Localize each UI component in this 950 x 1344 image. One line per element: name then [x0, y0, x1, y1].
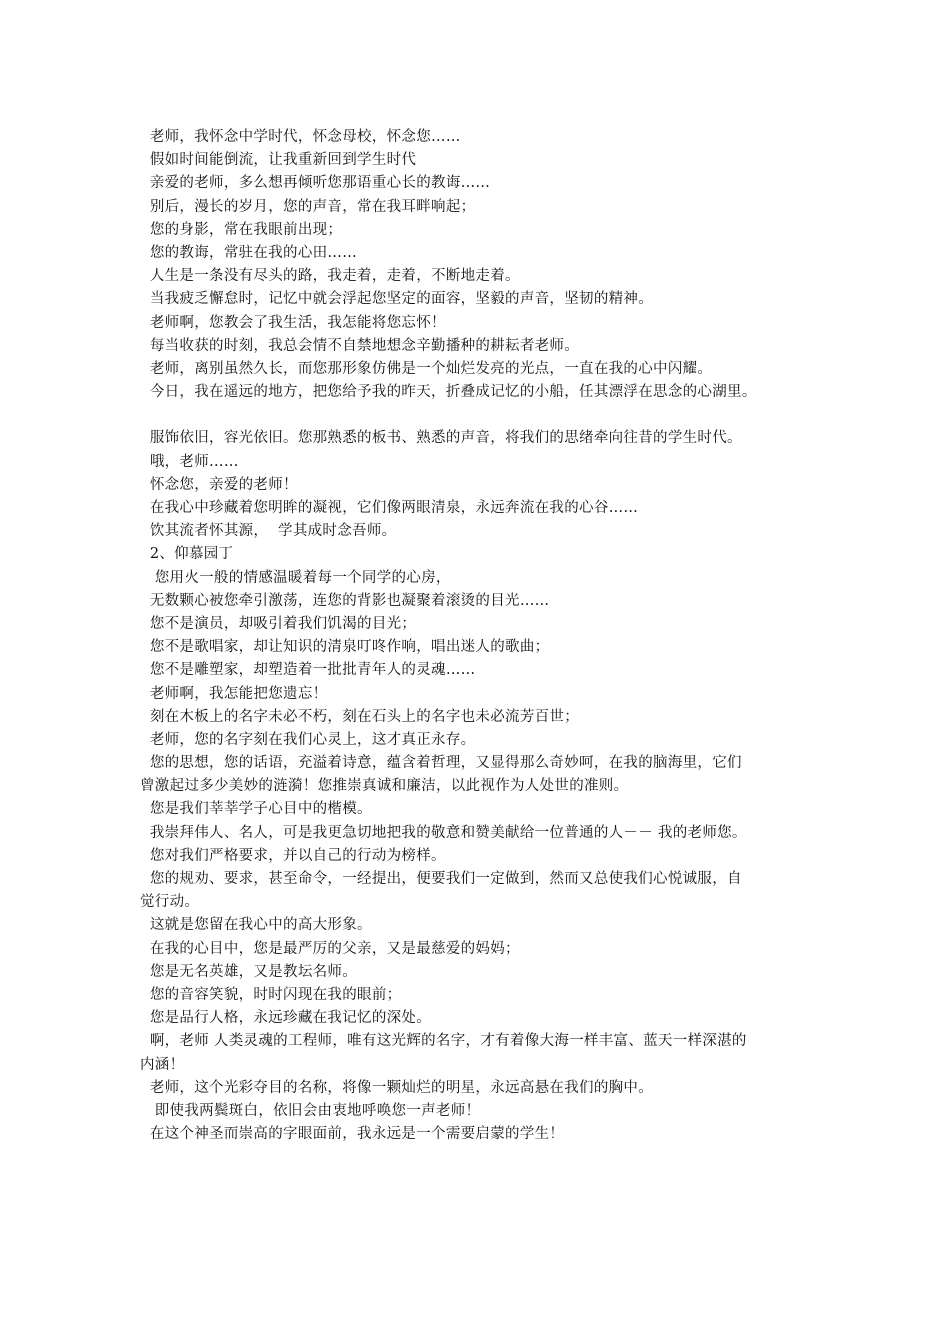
- text-line: 您不是歌唱家，却让知识的清泉叮咚作响，唱出迷人的歌曲；: [140, 639, 550, 656]
- text-line: 每当收获的时刻，我总会情不自禁地想念辛勤播种的耕耘者老师。: [140, 337, 580, 354]
- text-line: 即使我两鬓斑白，依旧会由衷地呼唤您一声老师！: [140, 1102, 481, 1119]
- text-line: 我崇拜伟人、名人，可是我更急切地把我的敬意和赞美献给一位普通的人－－ 我的老师您。: [140, 824, 747, 841]
- text-line: 老师，这个光彩夺目的名称，将像一颗灿烂的明星，永远高悬在我们的胸中。: [140, 1079, 654, 1096]
- text-line: 您的规劝、要求，甚至命令，一经提出，便要我们一定做到，然而又总使我们心悦诚服，自: [140, 871, 742, 887]
- text-line: 您是无名英雄，又是教坛名师。: [140, 963, 358, 980]
- text-line: 您是我们莘莘学子心目中的楷模。: [140, 801, 372, 818]
- text-line: 啊，老师 人类灵魂的工程师，唯有这光辉的名字，才有着像大海一样丰富、蓝天一样深湛的: [140, 1033, 747, 1050]
- text-line: 您对我们严格要求，并以自己的行动为榜样。: [140, 847, 446, 864]
- text-line: 您的思想，您的话语，充溢着诗意，蕴含着哲理，又显得那么奇妙呵，在我的脑海里，它们: [140, 755, 742, 772]
- text-line: 在这个神圣而崇高的字眼面前，我永远是一个需要启蒙的学生！: [140, 1126, 565, 1143]
- text-line: 饮其流者怀其源， 学其成时念吾师。: [140, 523, 397, 540]
- text-line: 觉行动。: [140, 894, 200, 911]
- text-line: 当我疲乏懈怠时，记忆中就会浮起您坚定的面容，坚毅的声音，坚韧的精神。: [140, 291, 654, 308]
- text-line: 老师，我怀念中学时代，怀念母校，怀念您……: [140, 129, 461, 145]
- text-line: 您是品行人格，永远珍藏在我记忆的深处。: [140, 1010, 432, 1027]
- text-line: 刻在木板上的名字未必不朽，刻在石头上的名字也未必流芳百世；: [140, 708, 580, 725]
- text-line: 服饰依旧，容光依旧。您那熟悉的板书、熟悉的声音，将我们的思绪牵向往昔的学生时代。: [140, 430, 742, 447]
- text-line: 2、仰慕园丁: [140, 546, 234, 563]
- text-line: 哦，老师……: [140, 453, 239, 470]
- text-line: 假如时间能倒流，让我重新回到学生时代: [140, 152, 417, 169]
- text-line: 您用火一般的情感温暖着每一个同学的心房，: [140, 569, 451, 586]
- text-line: 老师，您的名字刻在我们心灵上，这才真正永存。: [140, 731, 476, 748]
- text-line: 今日，我在遥远的地方，把您给予我的昨天，折叠成记忆的小船，任其漂浮在思念的心湖里。: [140, 384, 757, 401]
- text-line: 这就是您留在我心中的高大形象。: [140, 917, 372, 934]
- text-line: 老师啊，我怎能把您遗忘！: [140, 685, 328, 702]
- text-line: 您不是雕塑家，却塑造着一批批青年人的灵魂……: [140, 662, 476, 679]
- text-line: 老师，离别虽然久长，而您那形象仿佛是一个灿烂发亮的光点，一直在我的心中闪耀。: [140, 360, 713, 377]
- text-line: 在我的心目中，您是最严厉的父亲，又是最慈爱的妈妈；: [140, 940, 520, 957]
- text-line: 人生是一条没有尽头的路，我走着，走着，不断地走着。: [140, 268, 520, 285]
- text-line: 您的音容笑貌，时时闪现在我的眼前；: [140, 986, 402, 1003]
- text-line: 别后，漫长的岁月，您的声音，常在我耳畔响起；: [140, 198, 476, 215]
- text-line: 在我心中珍藏着您明眸的凝视，它们像两眼清泉，永远奔流在我的心谷……: [140, 500, 639, 516]
- blank-line: [140, 404, 812, 427]
- text-line: 您的教诲，常驻在我的心田……: [140, 244, 358, 261]
- text-line: 怀念您，亲爱的老师！: [140, 476, 298, 493]
- text-line: 您的身影，常在我眼前出现；: [140, 221, 343, 238]
- text-line: 曾激起过多少美妙的涟漪！您推崇真诚和廉洁，以此视作为人处世的准则。: [140, 778, 629, 795]
- document-body: [140, 126, 812, 1146]
- text-line: 亲爱的老师，多么想再倾听您那语重心长的教诲……: [140, 175, 491, 192]
- text-line: 您不是演员，却吸引着我们饥渴的目光；: [140, 615, 417, 632]
- text-line: 内涵！: [140, 1056, 185, 1073]
- text-line: 无数颗心被您牵引激荡，连您的背影也凝聚着滚烫的目光……: [140, 592, 550, 609]
- text-line: 老师啊，您教会了我生活，我怎能将您忘怀！: [140, 314, 446, 331]
